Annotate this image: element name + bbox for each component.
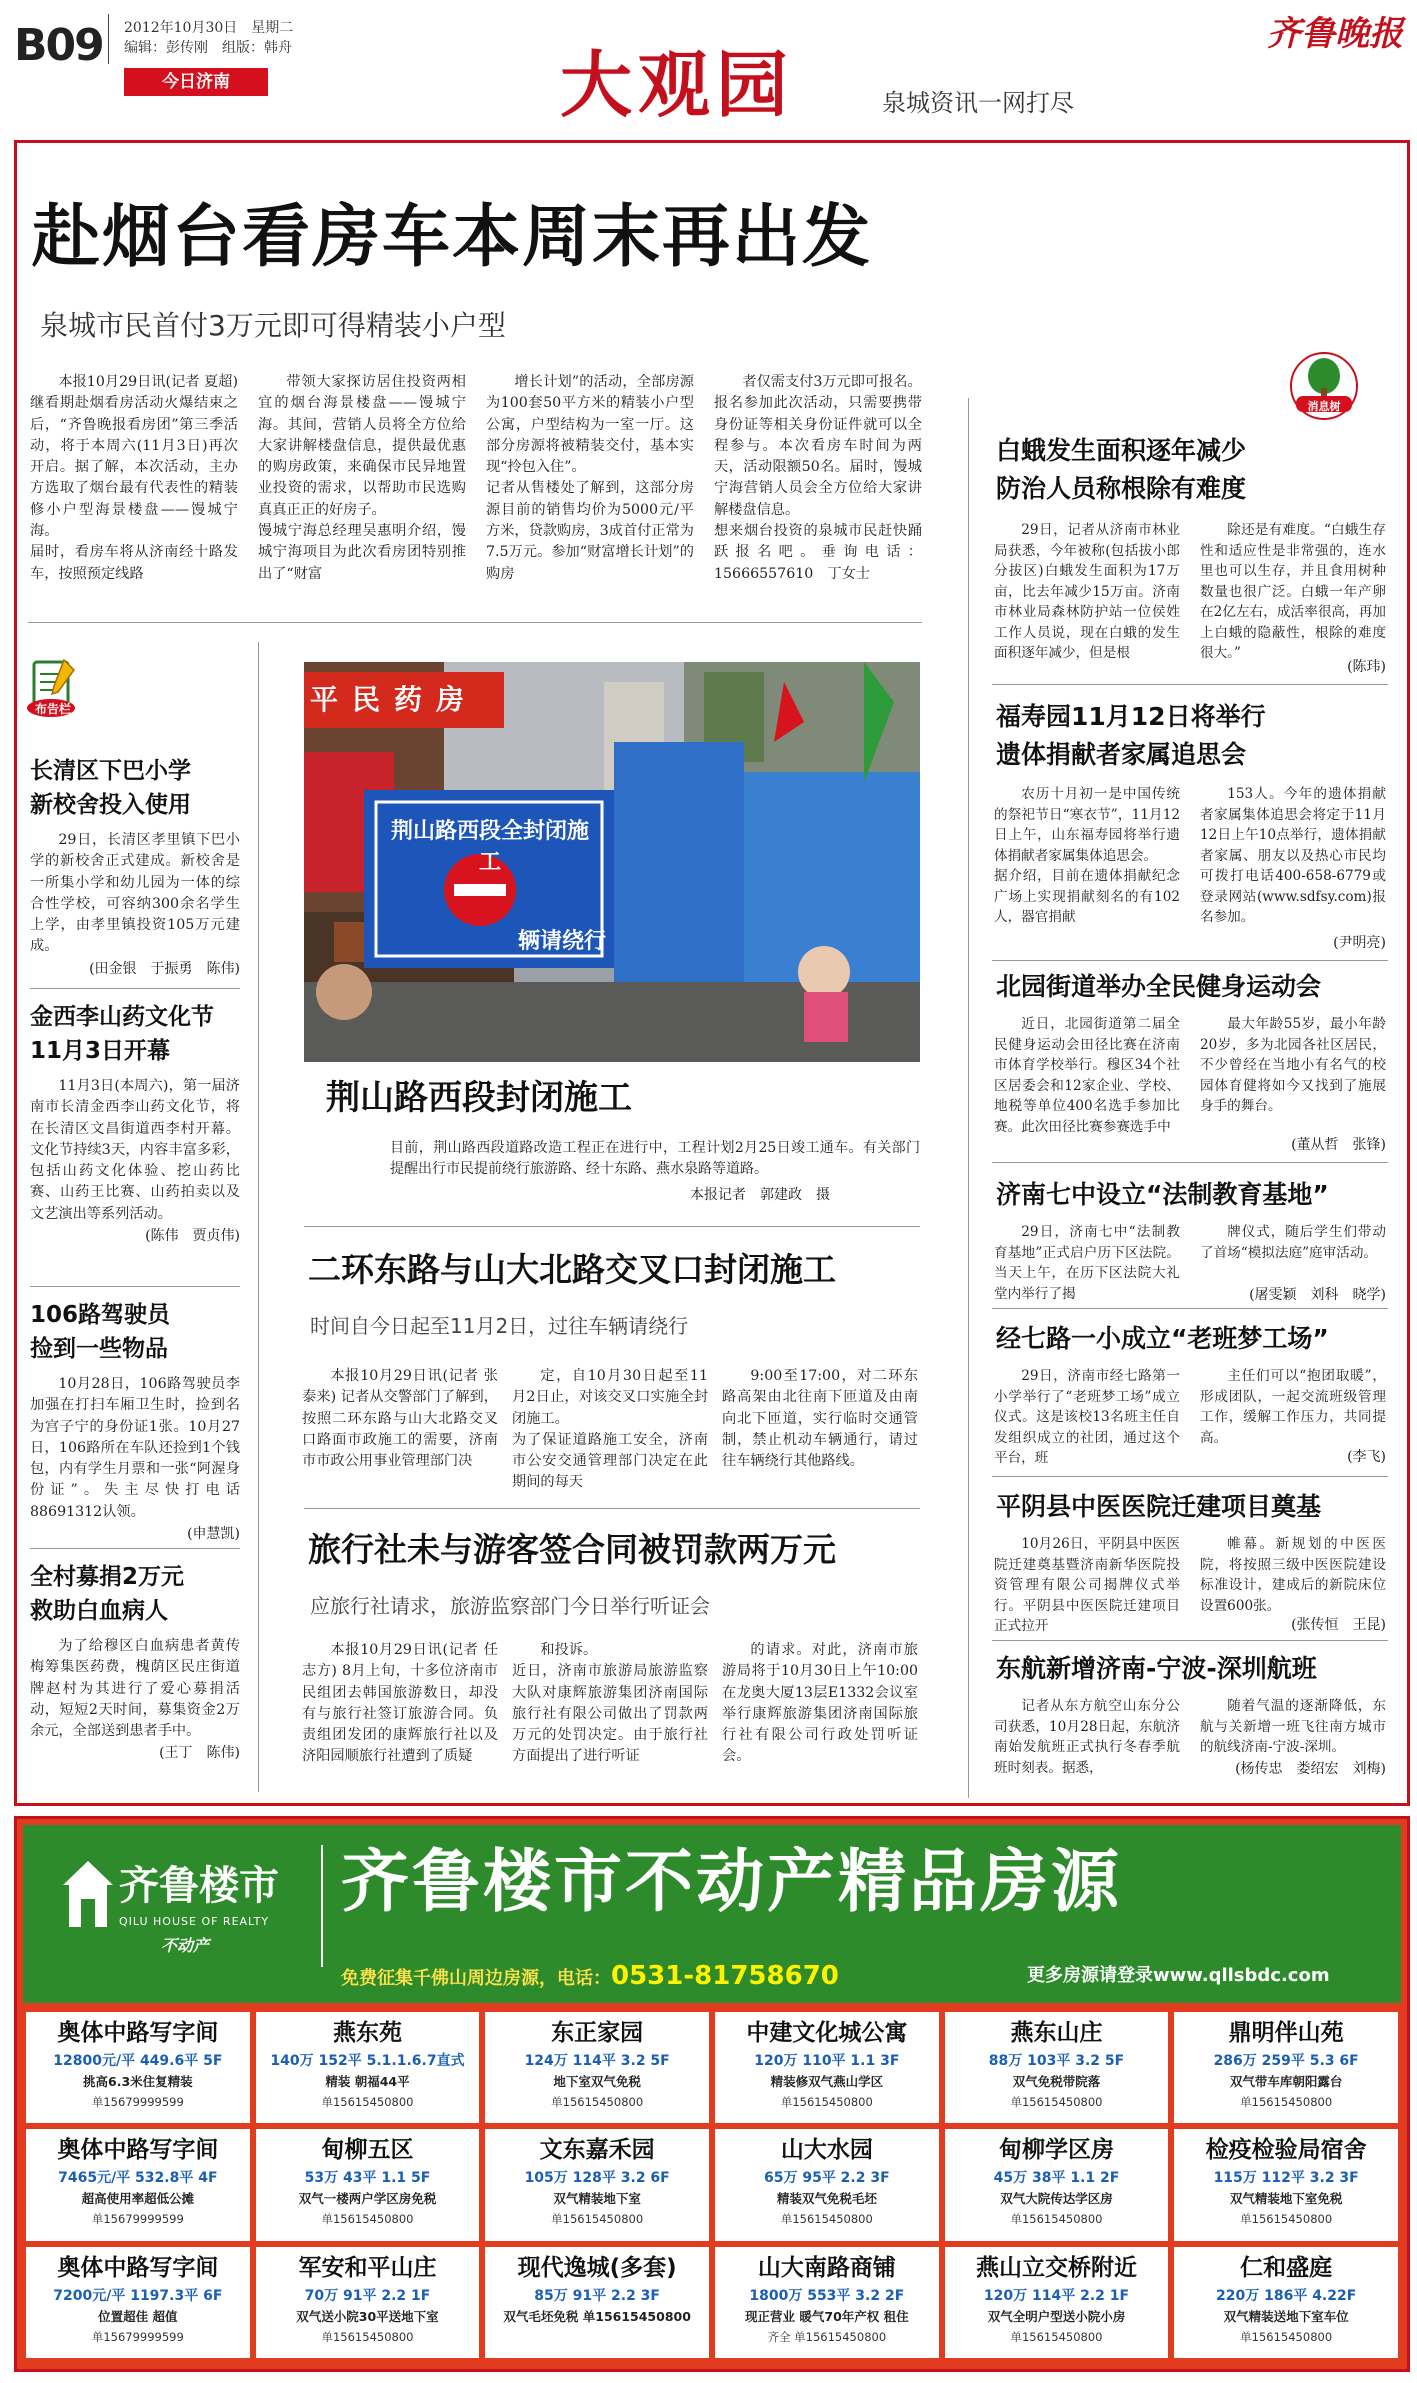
listing-desc: 精装修双气燕山学区: [770, 2074, 884, 2089]
listing-desc: 挑高6.3米住复精装: [83, 2074, 193, 2089]
notice-item: [30, 754, 240, 978]
ad-headline: 齐鲁楼市不动产精品房源: [341, 1843, 1123, 1922]
newspaper-logo: 齐鲁晚报: [1267, 14, 1403, 54]
ad-logo: [61, 1853, 301, 1965]
article-col: 9:00至17:00，对二环东路高架由北往南下匝道及由南向北下匝道，实行临时交通管制，禁止机动车辆通行，请过往车辆绕行其他路线。: [722, 1368, 918, 1470]
listing-name: 山大南路商铺: [757, 2254, 896, 2281]
listing-tel: 单15615450800: [321, 2095, 414, 2109]
listing-name: 现代逸城(多套): [517, 2254, 677, 2281]
listing-tel: 单15679999599: [91, 2212, 184, 2227]
notepad-icon: [24, 656, 82, 718]
listing-price: 45万 38平 1.1 2F: [993, 2170, 1120, 2187]
listing-desc: 双气精装送地下室车位: [1223, 2308, 1349, 2324]
ad-logo-text: 齐鲁楼市: [119, 1863, 279, 1909]
notice-credit: (申慧凯): [187, 1526, 240, 1543]
ad-phone: 0531-81758670: [611, 1961, 839, 1991]
notice-body: 29日，长清区孝里镇下巴小学的新校舍正式建成。新校舍是一所集小学和幼儿园为一体的综合性学校，可容纳300余名学生上学，由孝里镇投资105万元建成。: [30, 832, 240, 955]
lead-col-4: 者仅需支付3万元即可报名。 报名参加此次活动，只需要携带身份证等相关身份证件就可以全程参与。本次看房车时间为两天，活动限额50名。届时，馒城宁海营销人员会全方位给大家讲解楼盘信息。 想来烟台投资的泉城市民赶快踊跃报名吧。垂询电话：15666557610 丁女士: [714, 374, 922, 582]
listing-tel: 齐全 单15615450800: [767, 2329, 887, 2344]
listing-price: 105万 128平 3.2 6F: [524, 2170, 670, 2187]
news-col: 牌仪式，随后学生们带动了首场“模拟法庭”庭审活动。: [1200, 1224, 1386, 1261]
listing-card: [715, 2012, 939, 2123]
right-col-divider: [968, 398, 969, 1798]
notice-badge-label: 布告栏: [34, 702, 71, 716]
listing-price: 1800万 553平 3.2 2F: [749, 2287, 905, 2304]
listing-card: [715, 2247, 939, 2358]
listing-price: 7465元/平 532.8平 4F: [58, 2170, 218, 2187]
listing-card: [1174, 2129, 1398, 2240]
ad-website: 更多房源请登录www.qllsbdc.com: [1027, 1965, 1330, 1986]
notice-title: 金西李山药文化节 11月3日开幕: [30, 1004, 214, 1064]
listing-name: 仁和盛庭: [1240, 2254, 1333, 2281]
listing-tel: 单15615450800: [780, 2212, 873, 2227]
listing-grid: [23, 2009, 1401, 2361]
listing-desc: 双气大院传达学区房: [1000, 2191, 1113, 2207]
article-subtitle: 应旅行社请求，旅游监察部门今日举行听证会: [310, 1594, 710, 1618]
news-col: 29日，记者从济南市林业局获悉，今年被称(包括拔小郎分拔区)白蛾发生面积为17万亩，比去年减少15万亩。济南市林业局森林防护站一位侯姓工作人员说，现在白蛾的发生面积逐年减少，但是根: [994, 522, 1180, 661]
news-rule: [992, 1476, 1388, 1477]
section-tag: 今日济南: [124, 68, 268, 96]
news-credit: (陈玮): [1347, 659, 1386, 675]
listing-price: 53万 43平 1.1 5F: [304, 2170, 431, 2187]
listing-desc: 地下室双气免税: [553, 2074, 641, 2089]
listing-tel: 单15615450800: [321, 2212, 414, 2227]
header-date: 2012年10月30日 星期二: [124, 20, 294, 36]
listing-price: 85万 91平 2.2 3F: [534, 2287, 660, 2304]
listing-price: 120万 110平 1.1 3F: [754, 2053, 900, 2069]
listing-tel: 单15615450800: [321, 2329, 414, 2344]
notice-body: 10月28日，106路驾驶员李加强在打扫车厢卫生时，捡到名为宫子宁的身份证1张。10月27日，106路所在车队还捡到1个钱包，内有学生月票和一张“阿渥身份证”。失主尽快打电话88691312认领。: [30, 1376, 240, 1520]
ad-divider: [321, 1845, 323, 1967]
news-col: 10月26日，平阴县中医医院迁建奠基暨济南新华医院投资管理有限公司揭牌仪式举行。平阴县中医医院迁建项目正式拉开: [994, 1536, 1180, 1634]
listing-name: 鼎明伴山苑: [1228, 2020, 1344, 2046]
listing-price: 7200元/平 1197.3平 6F: [53, 2287, 223, 2304]
photo-caption-text: 目前，荆山路西段道路改造工程正在进行中，工程计划2月25日竣工通车。有关部门提醒出行市民提前绕行旅游路、经十东路、燕水泉路等道路。: [390, 1140, 920, 1177]
notice-rule: [30, 988, 240, 989]
banner-subtitle: 辆请绕行: [518, 929, 607, 954]
listing-name: 燕东苑: [332, 2020, 402, 2046]
real-estate-ad: [14, 1816, 1410, 2372]
listing-card: [256, 2247, 480, 2358]
listing-name: 东正家园: [551, 2020, 644, 2046]
listing-price: 70万 91平 2.2 1F: [304, 2287, 431, 2304]
listing-tel: 单15615450800: [1010, 2212, 1103, 2227]
news-title: 白蛾发生面积逐年减少 防治人员称根除有难度: [996, 436, 1247, 503]
tree-icon: [1290, 352, 1358, 420]
listing-price: 88万 103平 3.2 5F: [988, 2053, 1125, 2069]
header-divider: [108, 14, 109, 64]
listing-desc: 双气毛坯免税 单15615450800: [503, 2308, 691, 2324]
news-col: 主任们可以“抱团取暖”，形成团队，一起交流班级管理工作，缓解工作压力，共同提高。: [1200, 1368, 1386, 1446]
lead-subhead: 泉城市民首付3万元即可得精装小户型: [40, 309, 506, 342]
article-col: 定，自10月30日起至11月2日止，对该交叉口实施全封闭施工。 为了保证道路施工安全，济南市公安交通管理部门决定在此期间的每天: [512, 1368, 708, 1491]
listing-name: 文东嘉禾园: [539, 2137, 655, 2164]
notice-item: [30, 1000, 240, 1245]
listing-tel: 单15679999599: [91, 2329, 184, 2344]
listing-card: [26, 2247, 250, 2358]
news-col: 29日，济南市经七路第一小学举行了“老班梦工场”成立仪式。这是该校13名班主任自发组织成立的社团，通过这个平台，班: [994, 1368, 1180, 1466]
page-number: B09: [14, 20, 103, 71]
listing-price: 220万 186平 4.22F: [1216, 2287, 1357, 2304]
listing-desc: 双气精装地下室免税: [1229, 2191, 1343, 2207]
article-col: 和投诉。 近日，济南市旅游局旅游监察大队对康辉旅游集团济南国际旅行社有限公司做出了罚款两万元的处罚决定。由于旅行社方面提出了进行听证: [512, 1642, 708, 1765]
article-col: 本报10月29日讯(记者 张泰来) 记者从交警部门了解到，按照二环东路与山大北路交叉口路面市政施工的需要，济南市市政公用事业管理部门决: [302, 1368, 498, 1470]
lead-col-2: 带领大家探访居住投资两相宜的烟台海景楼盘——馒城宁海。其间，营销人员将全方位给大家讲解楼盘信息，提供最优惠的购房政策，来确保市民异地置业投资的需求，以帮助市民选购真真正正的好房子。 馒城宁海总经理吴惠明介绍，馒城宁海项目为此次看房团特别推出了“财富: [258, 374, 466, 582]
news-col: 153人。今年的遗体捐献者家属集体追思会将定于11月12日上午10点举行，遗体捐献者家属、朋友以及热心市民均可拨打电话400-658-6779或登录网站(www.sdfsy.com)报名参加。: [1200, 786, 1386, 925]
news-col: 29日，济南七中“法制教育基地”正式启户历下区法院。当天上午，在历下区法院大礼堂内举行了揭: [994, 1224, 1180, 1302]
news-title: 东航新增济南-宁波-深圳航班: [996, 1654, 1317, 1683]
notice-credit: (田金银 于振勇 陈伟): [89, 960, 240, 977]
listing-name: 奥体中路写字间: [57, 2020, 219, 2046]
listing-card: [26, 2012, 250, 2123]
listing-name: 检疫检验局宿舍: [1205, 2137, 1367, 2164]
news-credit: (董从哲 张锋): [1291, 1137, 1386, 1153]
article-col: 的请求。对此，济南市旅游局将于10月30日上午10:00在龙奥大厦13层E1332会议室举行康辉旅游集团济南国际旅行社有限公司行政处罚听证会。: [722, 1642, 918, 1765]
news-col: 农历十月初一是中国传统的祭祀节日“寒衣节”，11月12日上午，山东福寿园将举行遗体捐献者家属集体追思会。 据介绍，目前在遗体捐献纪念广场上实现捐献刻名的有102人，器官捐献: [994, 786, 1180, 925]
news-rule: [992, 1162, 1388, 1163]
listing-card: [26, 2129, 250, 2240]
lead-col-1: 本报10月29日讯(记者 夏超) 继看期赴烟看房活动火爆结束之后，“齐鲁晚报看房团”第三季活动，将于本周六(11月3日)再次开启。据了解，本次活动，主办方选取了烟台最有代表性的精装修小户型海景楼盘——馒城宁海。 届时，看房车将从济南经十路发车，按照预定线路: [30, 374, 238, 582]
listing-card: [945, 2129, 1169, 2240]
news-rule: [992, 1308, 1388, 1309]
listing-price: 12800元/平 449.6平 5F: [53, 2053, 223, 2069]
listing-name: 山大水园: [780, 2137, 873, 2164]
news-credit: (张传恒 王昆): [1291, 1617, 1386, 1633]
notice-title: 106路驾驶员 捡到一些物品: [30, 1302, 171, 1362]
news-title: 经七路一小成立“老班梦工场”: [996, 1324, 1329, 1353]
listing-name: 燕山立交桥附近: [975, 2254, 1137, 2281]
notice-body: 11月3日(本周六)，第一届济南市长清金西李山药文化节，将在长清区文昌街道西李村开幕。文化节持续3天，内容丰富多彩，包括山药文化体验、挖山药比赛、山药王比赛、山药拍卖以及文艺演出等系列活动。: [30, 1078, 240, 1222]
listing-desc: 精装 朝福44平: [325, 2074, 410, 2089]
listing-card: [945, 2247, 1169, 2358]
street-photo: [304, 662, 920, 1062]
listing-desc: 超高使用率超低公摊: [81, 2191, 195, 2207]
notice-rule: [30, 1548, 240, 1549]
notice-credit: (王丁 陈伟): [159, 1745, 240, 1762]
listing-tel: 单15615450800: [551, 2095, 644, 2109]
lead-rule: [28, 622, 922, 623]
news-title: 平阴县中医医院迁建项目奠基: [996, 1492, 1322, 1521]
listing-card: [256, 2012, 480, 2123]
listing-card: [256, 2129, 480, 2240]
news-title: 福寿园11月12日将举行 遗体捐献者家属追思会: [996, 702, 1266, 769]
article-title: 旅行社未与游客签合同被罚款两万元: [308, 1530, 836, 1569]
notice-body: 为了给穆区白血病患者黄传梅筹集医药费，槐荫区民庄街道牌赵村为其进行了爱心募捐活动，短短2天时间，募集资金2万余元，全部送到患者手中。: [30, 1638, 240, 1740]
header-editors: 编辑：彭传刚 组版：韩舟: [124, 40, 292, 56]
header-info: [124, 18, 293, 58]
listing-desc: 位置超佳 超值: [98, 2308, 178, 2324]
listing-tel: 单15615450800: [1240, 2212, 1333, 2227]
news-col: 记者从东方航空山东分公司获悉，10月28日起，东航济南始发航班正式执行冬春季航班时刻表。据悉，: [994, 1698, 1180, 1776]
photo-credit: 本报记者 郭建政 摄: [690, 1187, 830, 1203]
listing-name: 甸柳学区房: [998, 2137, 1114, 2164]
listing-tel: 单15615450800: [1010, 2329, 1103, 2344]
listing-name: 燕东山庄: [1010, 2020, 1103, 2046]
news-credit: (尹明亮): [1333, 935, 1386, 951]
listing-desc: 现正营业 暖气70年产权 租住: [745, 2308, 909, 2324]
news-col: 除还是有难度。“白蛾生存性和适应性是非常强的，连水里也可以生存，并且食用树种数量也很广泛。白蛾一年产卵在2亿左右，成活率很高，再加上白蛾的隐蔽性，根除的难度很大。”: [1200, 522, 1386, 661]
listing-price: 115万 112平 3.2 3F: [1213, 2170, 1359, 2187]
listing-tel: 单15615450800: [780, 2095, 873, 2109]
left-col-divider: [258, 642, 259, 1792]
article-title: 二环东路与山大北路交叉口封闭施工: [308, 1250, 836, 1289]
news-col: 帷幕。新规划的中医医院，将按照三级中医医院建设标准设计，建成后的新院床位设置600张。: [1200, 1536, 1386, 1614]
news-credit: (屠雯颖 刘科 晓学): [1249, 1287, 1386, 1303]
listing-card: [485, 2129, 709, 2240]
ad-strip: [341, 1959, 1391, 1993]
news-title: 济南七中设立“法制教育基地”: [996, 1180, 1329, 1209]
banner-title: 荆山路西段全封闭施工: [390, 819, 589, 875]
listing-tel: 单15615450800: [551, 2212, 644, 2227]
notice-title: 长清区下巴小学 新校舍投入使用: [30, 758, 191, 818]
photo-caption-title: 荆山路西段封闭施工: [326, 1078, 632, 1118]
news-col: 随着气温的逐渐降低，东航与关新增一班飞往南方城市的航线济南-宁波-深圳。: [1200, 1698, 1386, 1755]
house-icon: [61, 1859, 115, 1929]
listing-name: 奥体中路写字间: [57, 2254, 219, 2281]
listing-tel: 单15615450800: [1010, 2095, 1103, 2109]
column-title: 大观园: [560, 42, 795, 127]
listing-card: [1174, 2247, 1398, 2358]
listing-tel: 单15679999599: [91, 2095, 184, 2109]
listing-price: 65万 95平 2.2 3F: [763, 2170, 890, 2187]
listing-card: [485, 2247, 709, 2358]
listing-price: 140万 152平 5.1.1.6.7直式: [270, 2053, 465, 2069]
article-rule: [304, 1508, 920, 1509]
news-rule: [992, 960, 1388, 961]
shop-sign: 平民药房: [310, 683, 479, 716]
news-rule: [992, 684, 1388, 685]
listing-price: 120万 114平 2.2 1F: [983, 2287, 1130, 2304]
news-col: 最大年龄55岁，最小年龄20岁，多为北园各社区居民，不少曾经在当地小有名气的校园体育健将如今又找到了施展身手的舞台。: [1200, 1016, 1386, 1114]
ad-logo-sub: 不动产: [161, 1936, 210, 1955]
listing-tel: 单15615450800: [1240, 2095, 1333, 2109]
lead-headline: 赴烟台看房车本周末再出发: [32, 198, 873, 277]
listing-name: 中建文化城公寓: [746, 2020, 908, 2046]
notice-title: 全村募捐2万元 救助白血病人: [30, 1564, 185, 1624]
listing-desc: 双气一楼两户学区房免税: [298, 2191, 437, 2207]
listing-name: 甸柳五区: [321, 2137, 414, 2164]
news-col: 近日，北园街道第二届全民健身运动会田径比赛在济南市体育学校举行。穆区34个社区居委会和12家企业、学校、地税等单位400名选手参加比赛。此次田径比赛参赛选手中: [994, 1016, 1180, 1135]
listing-desc: 双气精装地下室: [553, 2191, 641, 2207]
listing-name: 军安和平山庄: [298, 2254, 437, 2281]
listing-name: 奥体中路写字间: [57, 2137, 219, 2164]
news-badge-label: 消息树: [1307, 400, 1341, 413]
news-credit: (杨传忠 娄绍宏 刘梅): [1235, 1761, 1386, 1777]
listing-desc: 精装双气免税毛坯: [776, 2191, 877, 2207]
notice-rule: [30, 1286, 240, 1287]
news-rule: [992, 1640, 1388, 1641]
news-credit: (李飞): [1347, 1449, 1386, 1465]
listing-price: 124万 114平 3.2 5F: [524, 2053, 670, 2069]
notice-item: [30, 1560, 240, 1762]
notice-credit: (陈伟 贾贞伟): [145, 1228, 240, 1245]
listing-price: 286万 259平 5.3 6F: [1213, 2053, 1359, 2069]
notice-item: [30, 1298, 240, 1543]
photo-rule: [304, 1226, 920, 1227]
article-col: 本报10月29日讯(记者 任志方) 8月上旬，十多位济南市民组团去韩国旅游数日，却没有与旅行社签订旅游合同。负责组团发团的康辉旅行社以及济阳园顺旅行社遭到了质疑: [302, 1642, 498, 1765]
listing-desc: 双气全明户型送小院小房: [987, 2308, 1126, 2324]
ad-strip-left: 免费征集千佛山周边房源，电话：: [341, 1968, 611, 1989]
listing-card: [715, 2129, 939, 2240]
article-subtitle: 时间自今日起至11月2日，过往车辆请绕行: [310, 1314, 689, 1338]
news-title: 北园街道举办全民健身运动会: [996, 972, 1322, 1001]
listing-desc: 双气送小院30平送地下室: [296, 2308, 439, 2324]
listing-card: [1174, 2012, 1398, 2123]
listing-card: [945, 2012, 1169, 2123]
lead-col-3: 增长计划”的活动，全部房源为100套50平方米的精装小户型公寓，户型结构为一室一厅。这部分房源将被精装交付，基本实现“拎包入住”。 记者从售楼处了解到，这部分房源目前的销售均价为5000元/平方米，贷款购房，3成首付正常为7.5万元。参加“财富增长计划”的购房: [486, 374, 694, 582]
listing-tel: 单15615450800: [1240, 2329, 1333, 2344]
column-slogan: 泉城资讯一网打尽: [882, 89, 1074, 117]
ad-banner: [23, 1825, 1401, 2003]
ad-logo-en: QILU HOUSE OF REALTY: [119, 1915, 270, 1928]
listing-desc: 双气免税带院落: [1012, 2074, 1101, 2089]
listing-card: [485, 2012, 709, 2123]
listing-desc: 双气带车库朝阳露台: [1229, 2074, 1343, 2089]
